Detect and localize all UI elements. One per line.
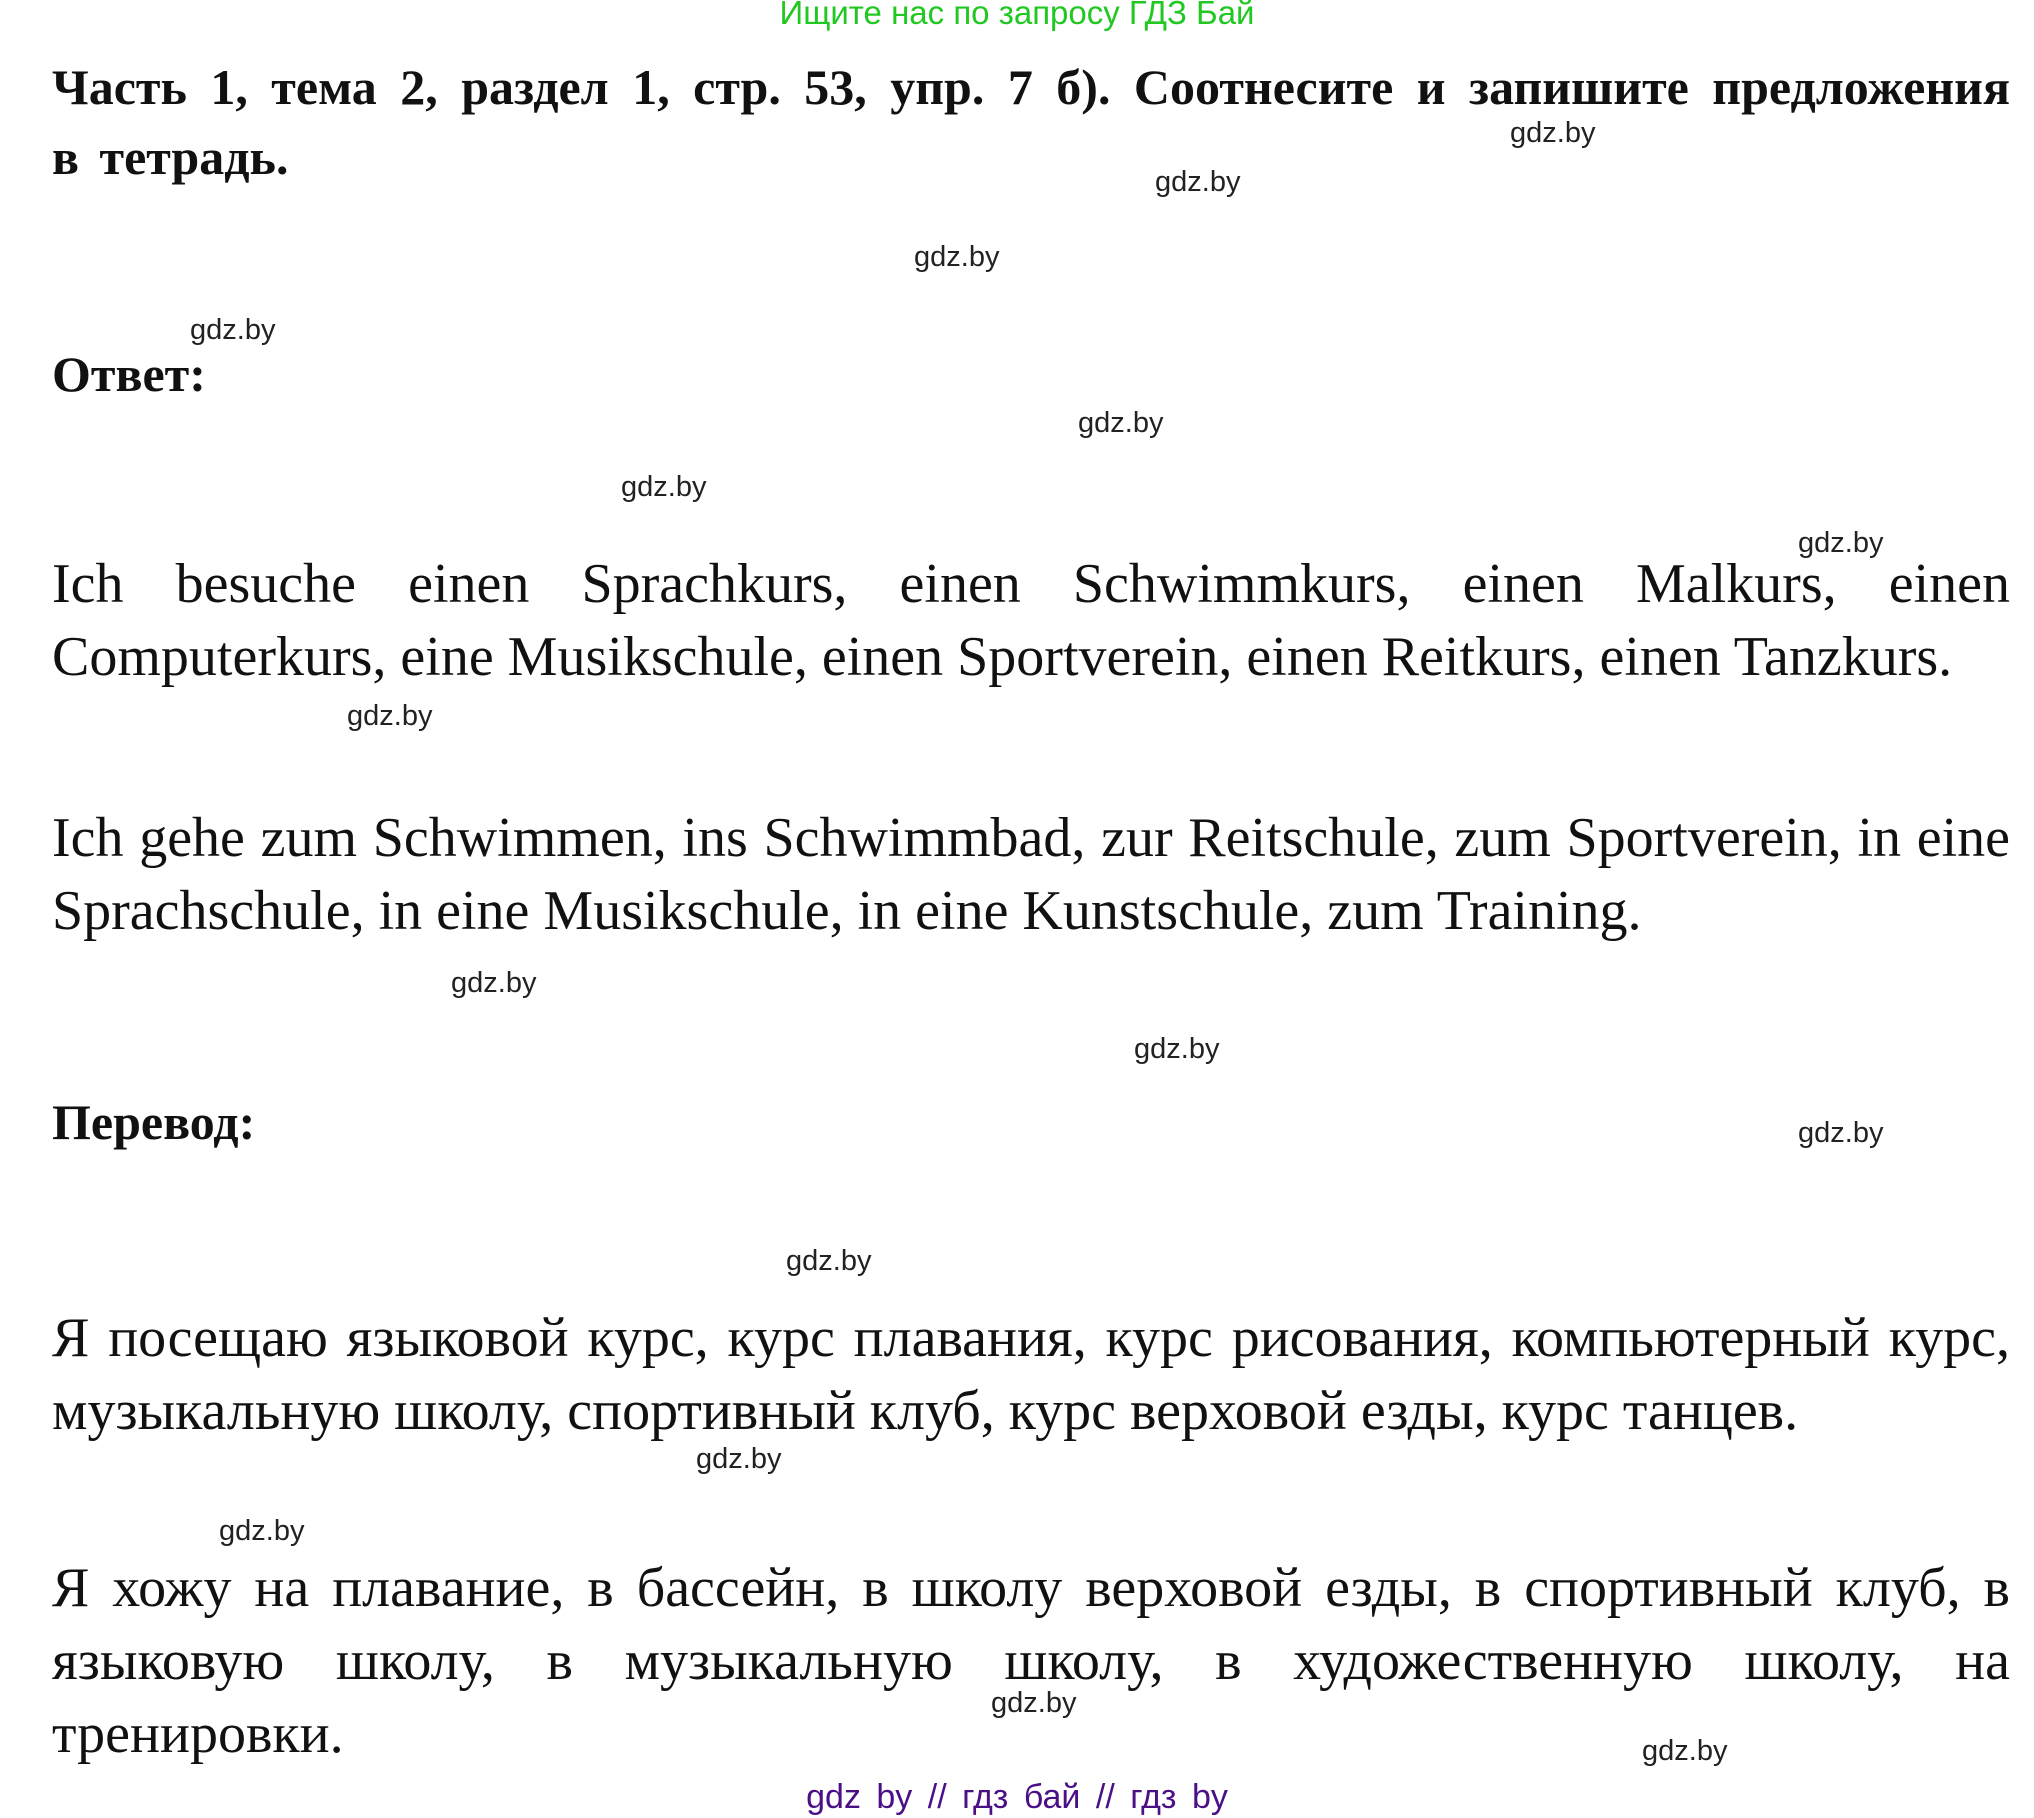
watermark: gdz.by [696, 1443, 782, 1475]
watermark: gdz.by [991, 1687, 1077, 1719]
watermark: gdz.by [621, 471, 707, 503]
watermark: gdz.by [1798, 527, 1884, 559]
watermark: gdz.by [219, 1515, 305, 1547]
watermark: gdz.by [1134, 1033, 1220, 1065]
watermark: gdz.by [786, 1245, 872, 1277]
watermark: gdz.by [1155, 166, 1241, 198]
watermark: gdz.by [914, 241, 1000, 273]
translation-paragraph-2: Я хожу на плавание, в бассейн, в школу верховой езды, в спортивный клуб, в языковую школу, в музыкальную школу, в художественную школу, на тренировки. [52, 1557, 2010, 1765]
watermark: gdz.by [451, 967, 537, 999]
answer-heading: Ответ: [52, 346, 206, 402]
footer-links: gdz by // гдз бай // гдз by [806, 1778, 1228, 1816]
watermark: gdz.by [1078, 407, 1164, 439]
translation-paragraph-1: Я посещаю языковой курс, курс плавания, курс рисования, компьютерный курс, музыкальную школу, спортивный клуб, курс верховой езды, курс танцев. [52, 1307, 2010, 1442]
watermark: gdz.by [1510, 117, 1596, 149]
watermark: gdz.by [190, 314, 276, 346]
answer-paragraph-1: Ich besuche einen Sprachkurs, einen Schwimmkurs, einen Malkurs, einen Computerkurs, eine Musikschule, einen Sportverein, einen Reitkurs, einen Tanzkurs. [52, 553, 2010, 688]
watermark: gdz.by [1642, 1735, 1728, 1767]
exercise-title: Часть 1, тема 2, раздел 1, стр. 53, упр. 7 б). Соотнесите и запишите предложения в тетрадь. [52, 59, 2010, 185]
watermark: gdz.by [1798, 1117, 1884, 1149]
translation-heading: Перевод: [52, 1094, 256, 1150]
answer-paragraph-2: Ich gehe zum Schwimmen, ins Schwimmbad, zur Reitschule, zum Sportverein, in eine Sprachschule, in eine Musikschule, in eine Kunstschule, zum Training. [52, 807, 2010, 942]
top-banner: Ищите нас по запросу ГДЗ Бай [779, 0, 1255, 31]
watermark: gdz.by [347, 700, 433, 732]
